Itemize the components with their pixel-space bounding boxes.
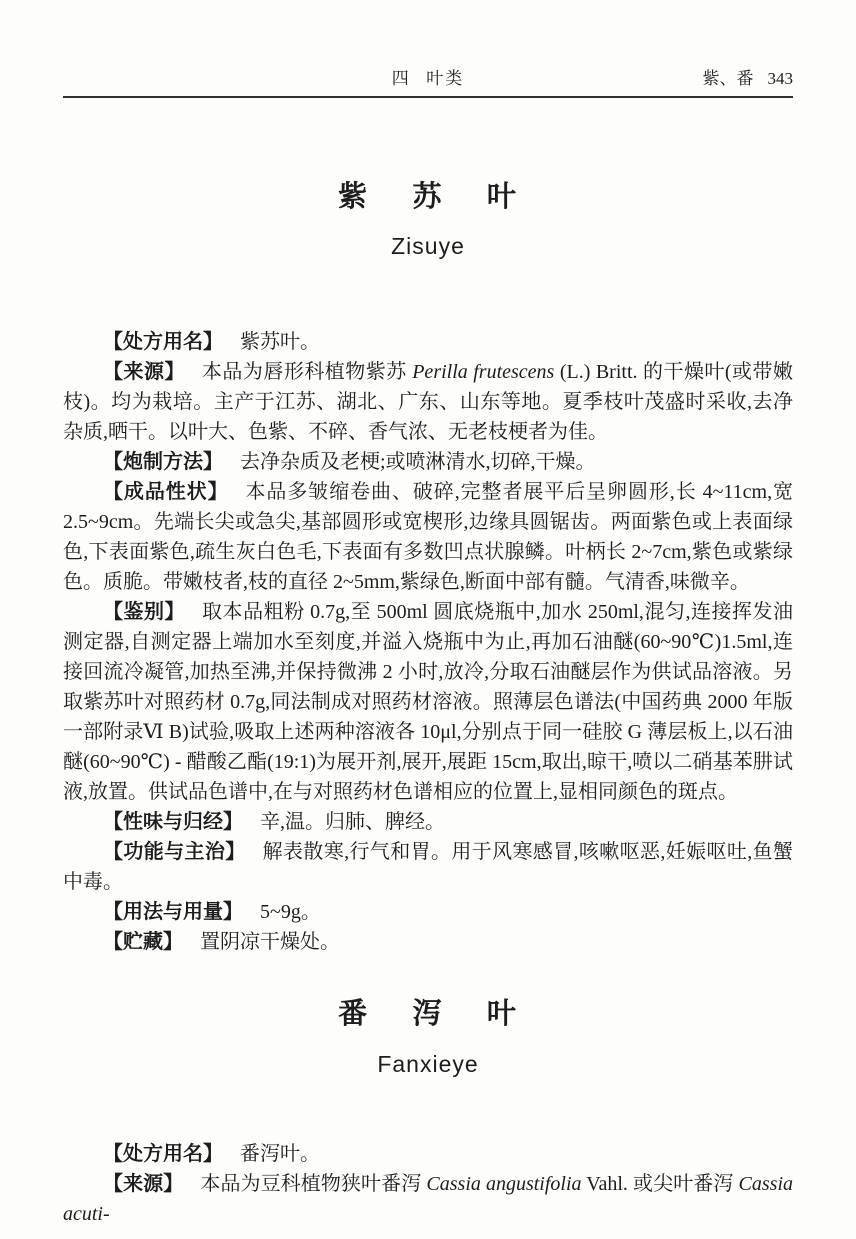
section-text: 本品为豆科植物狭叶番泻 [200,1172,427,1195]
section-prescription-name [63,1139,793,1169]
monograph-pinyin: Fanxieye [377,1050,479,1077]
section-source [63,357,793,447]
latin-name: Cassia angustifolia [426,1172,582,1195]
running-head-right [464,64,793,89]
monograph-title: 紫 苏 叶 [338,181,518,213]
monograph-title: 番 泻 叶 [338,998,518,1031]
header-rule [63,96,793,98]
section-text: 辛,温。归肺、脾经。 [260,811,445,834]
section-label: 【来源】 [103,361,185,384]
section-dosage [63,897,793,927]
section-storage [63,927,793,957]
section-text: 紫苏叶。 [240,331,320,354]
section-label: 【处方用名】 [103,331,223,354]
running-head-chapter: 四 叶类 [391,69,465,88]
monograph-body [63,1139,793,1229]
section-text: (L.) Britt. 的干燥叶(或带嫩枝)。均为栽培。主产于江苏、湖北、广东、山东等地。夏季枝叶茂盛时采收,去净杂质,晒干。以叶大、色紫、不碎、香气浓、无老枝梗者为佳。 [63,361,794,444]
section-label: 【处方用名】 [103,1142,223,1165]
section-text: 置阴凉干燥处。 [200,931,340,954]
section-prescription-name [63,327,793,357]
latin-name: Perilla frutescens [412,361,555,384]
section-label: 【成品性状】 [103,481,229,504]
section-label: 【功能与主治】 [103,841,246,864]
section-label: 【鉴别】 [103,601,186,624]
monograph-pinyin: Zisuye [391,233,465,260]
monograph-body [63,327,793,957]
section-processing-method [63,447,793,477]
section-text: 去净杂质及老梗;或喷淋清水,切碎,干燥。 [240,451,596,474]
latin-name: Cassia acuti- [63,1172,794,1225]
page-number: 343 [767,69,793,88]
section-text: 5~9g。 [260,901,321,924]
section-source [63,1169,793,1229]
section-identification [63,597,793,807]
monograph-fanxieye [63,997,793,1228]
running-head-section-abbrev: 紫、番 [702,69,754,88]
section-text: 取本品粗粉 0.7g,至 500ml 圆底烧瓶中,加水 250ml,混匀,连接挥发油测定器,自测定器上端加水至刻度,并溢入烧瓶中为止,再加石油醚(60~90℃)1.5ml,连接回流冷凝管,加热至沸,并保持微沸 2 小时,放冷,分取石油醚层作为供试品溶液。另取紫苏叶对照药材 0.7g,同法制成对照药材溶液。照薄层色谱法(中国药典 2000 年版一部附录Ⅵ B)试验,吸取上述两种溶液各 10μl,分别点于同一硅胶 G 薄层板上,以石油醚(60~90℃) - 醋酸乙酯(19:1)为展开剂,展开,展距 15cm,取出,晾干,喷以二硝基苯肼试液,放置。供试品色谱中,在与对照药材色谱相应的位置上,显相同颜色的斑点。 [63,601,794,804]
section-text: 解表散寒,行气和胃。用于风寒感冒,咳嗽呕恶,妊娠呕吐,鱼蟹中毒。 [63,841,794,894]
section-text: 番泻叶。 [240,1142,320,1165]
section-function-indication [63,837,793,897]
monograph-zisuye [63,180,793,957]
section-product-characteristics [63,477,793,597]
section-label: 【贮藏】 [103,931,183,954]
section-text: 本品多皱缩卷曲、破碎,完整者展平后呈卵圆形,长 4~11cm,宽 2.5~9cm。先端长尖或急尖,基部圆形或宽楔形,边缘具圆锯齿。两面紫色或上表面绿色,下表面紫色,疏生灰白色毛,下表面有多数凹点状腺鳞。叶柄长 2~7cm,紫色或紫绿色。质脆。带嫩枝者,枝的直径 2~5mm,紫绿色,断面中部有髓。气清香,味微辛。 [63,481,793,594]
section-text: Vahl. 或尖叶番泻 [581,1172,739,1195]
section-label: 【用法与用量】 [103,901,243,924]
section-label: 【性味与归经】 [103,811,243,834]
running-head [63,0,793,89]
section-text: 本品为唇形科植物紫苏 [201,361,413,384]
section-label: 【来源】 [103,1172,184,1195]
section-label: 【炮制方法】 [103,451,223,474]
section-property-meridian [63,807,793,837]
